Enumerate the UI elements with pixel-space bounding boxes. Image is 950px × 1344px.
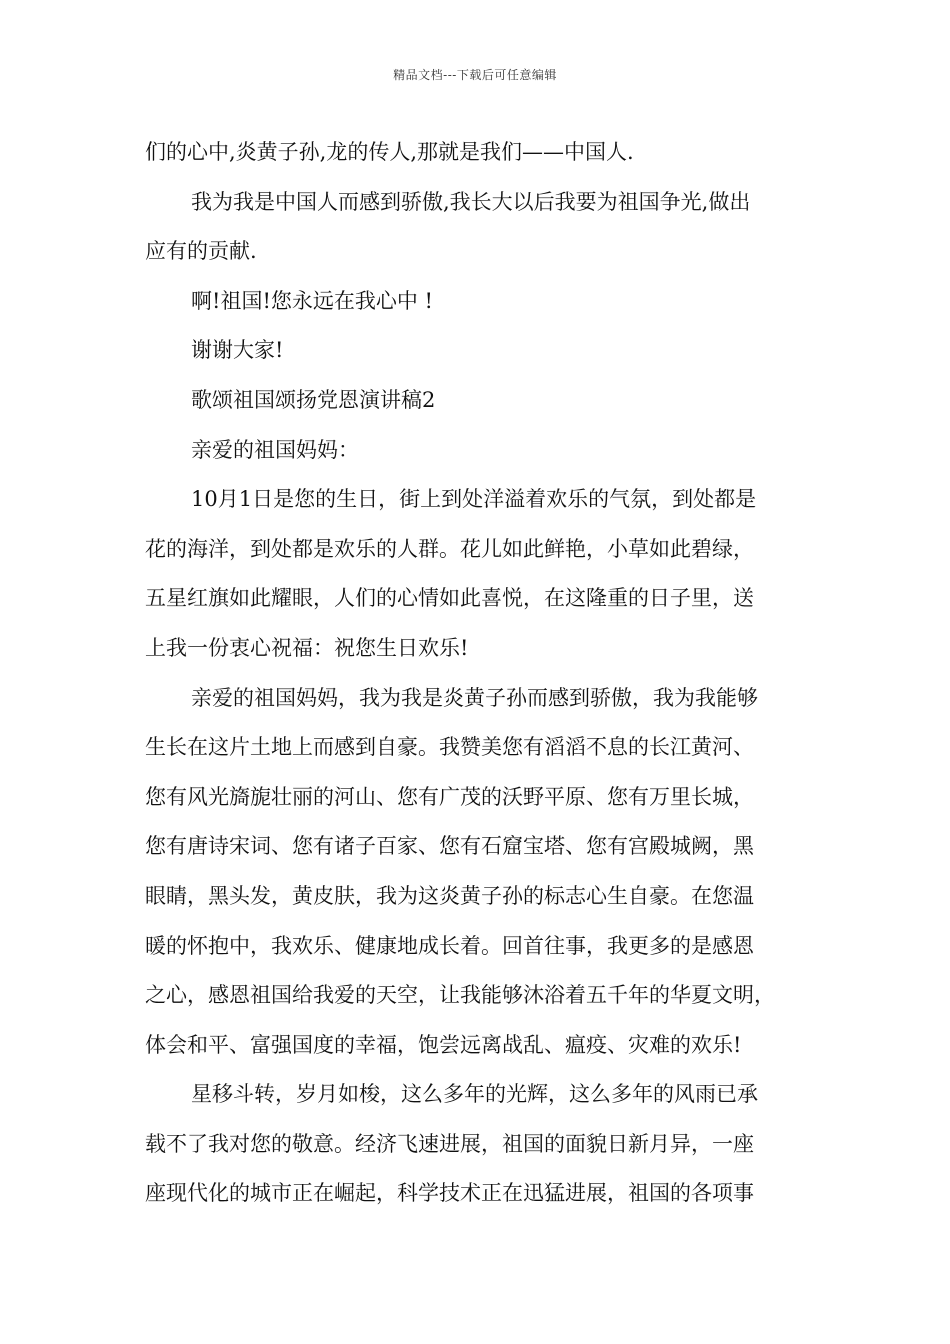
body-text [145,128,821,1219]
text-line: 体会和平、富强国度的幸福，饱尝远离战乱、瘟疫、灾难的欢乐! [145,1032,742,1057]
text-line: 们的心中,炎黄子孙,龙的传人,那就是我们——中国人. [145,140,634,164]
text-line: 您有风光旖旎壮丽的河山、您有广茂的沃野平原、您有万里长城， [145,784,754,809]
text-line: 花的海洋，到处都是欢乐的人群。花儿如此鲜艳，小草如此碧绿， [145,536,754,561]
text-line: 座现代化的城市正在崛起，科学技术正在迅猛进展，祖国的各项事 [145,1181,754,1206]
text-line: 谢谢大家! [191,338,284,363]
salutation: 亲爱的祖国妈妈： [191,437,359,462]
text-line: 生长在这片土地上而感到自豪。我赞美您有滔滔不息的长江黄河、 [145,735,754,760]
text-line: 我为我是中国人而感到骄傲,我长大以后我要为祖国争光,做出 [191,189,751,214]
text-line: 星移斗转，岁月如梭，这么多年的光辉，这么多年的风雨已承 [191,1082,758,1107]
text-line: 您有唐诗宋词、您有诸子百家、您有石窟宝塔、您有宫殿城阙，黑 [145,834,754,859]
text-line: 五星红旗如此耀眼，人们的心情如此喜悦，在这隆重的日子里，送 [145,586,754,611]
text-line: 上我一份衷心祝福：祝您生日欢乐! [145,635,469,660]
section-title: 歌颂祖国颂扬党恩演讲稿2 [191,387,436,412]
text-line: 10月1日是您的生日，街上到处洋溢着欢乐的气氛，到处都是 [191,487,757,512]
text-line: 载不了我对您的敬意。经济飞速进展，祖国的面貌日新月异，一座 [145,1131,754,1156]
text-line: 眼睛，黑头发，黄皮肤，我为这炎黄子孙的标志心生自豪。在您温 [145,883,754,908]
text-line: 应有的贡献. [145,239,257,264]
text-line: 暖的怀抱中，我欢乐、健康地成长着。回首往事，我更多的是感恩 [145,933,754,958]
text-line: 亲爱的祖国妈妈，我为我是炎黄子孙而感到骄傲，我为我能够 [191,685,758,710]
page-header: 精品文档---下载后可任意编辑 [393,68,557,82]
text-line: 啊!祖国!您永远在我心中 ! [191,288,433,313]
text-line: 之心，感恩祖国给我爱的天空，让我能够沐浴着五千年的华夏文明， [145,983,775,1008]
